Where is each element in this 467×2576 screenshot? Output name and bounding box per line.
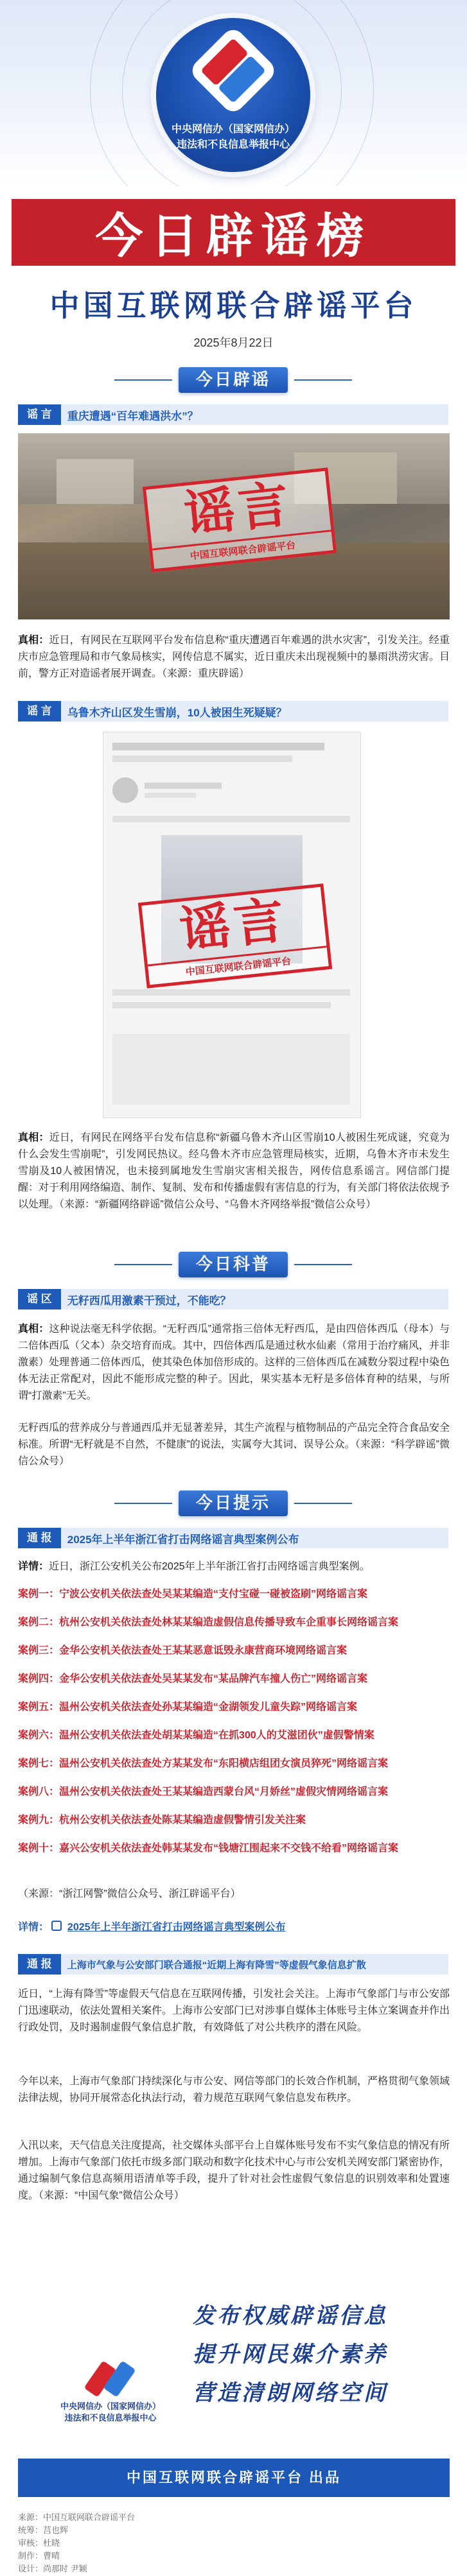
credit-line: 统筹：莒也辉 [18, 2525, 69, 2535]
rumor2-stamp-text: 谣言 [177, 890, 291, 960]
footer-bar: 中国互联网联合辟谣平台 出品 [18, 2459, 450, 2497]
tips-detail-2 [18, 1919, 450, 1936]
tips-detail-text: 近日，浙江公安机关公布2025年上半年浙江省打击网络谣言典型案例。 [49, 1561, 370, 1572]
center-logo [156, 18, 310, 172]
case-item[interactable]: 案例三：金华公安机关依法查处王某某恶意诋毁永康营商环境网络谣言案 [18, 1645, 348, 1656]
footer-logo-line-1: 中央网信办（国家网信办） [60, 2401, 161, 2411]
tips2-para-2: 今年以来，上海市气象部门持续深化与市公安、网信等部门的长效合作机制，严格贯彻气象领域法律法规，协同开展常态化执法行动，着力规范互联网气象信息发布秩序。 [18, 2076, 450, 2104]
rumor2-title: 乌鲁木齐山区发生雪崩，10人被困生死疑疑？ [67, 706, 287, 719]
header-background [0, 0, 467, 186]
title-banner [12, 199, 455, 266]
rumor2-stamp-sub: 中国互联网联合辟谣平台 [148, 946, 329, 985]
slogan-1: 发布权威辟谣信息 [193, 2303, 388, 2329]
science-title: 无籽西瓜用激素干预过，不能吃？ [67, 1294, 231, 1307]
rumor1-headline [18, 404, 448, 425]
rumor2-screenshot [103, 732, 361, 1118]
science-truth-label: 真相： [18, 1324, 49, 1335]
footer-logo-line-2: 违法和不良信息举报中心 [64, 2413, 157, 2423]
logo-line-1: 中央网信办（国家网信办） [171, 124, 295, 135]
slogan-3: 营造清朗网络空间 [193, 2380, 388, 2406]
tips-detail-label: 详情： [18, 1561, 49, 1572]
section-tag-science: 今日科普 [179, 1252, 288, 1277]
credit-line: 制作：曹晴 [18, 2551, 60, 2561]
rumor2-label: 谣 言 [18, 701, 61, 722]
case-item[interactable]: 案例六：温州公安机关依法查处胡某某编造“在抓300人的艾滋团伙”虚假警情案 [18, 1730, 374, 1741]
tips2-para-1: 近日，“上海有降雪”等虚假天气信息在互联网传播，引发社会关注。上海市气象部门与市公安部门迅速联动，依法处置相关案件。上海市公安部门已对涉事自媒体主体账号主体立案调查并作出行政处罚，及时遏制虚假气象信息扩散，有效降低了对公共秩序的潜在风险。 [18, 1989, 450, 2033]
rumor2-truth-label: 真相： [18, 1132, 49, 1143]
case-item[interactable]: 案例一：宁波公安机关依法查处吴某某编造“支付宝碰一碰被盗刷”网络谣言案 [18, 1589, 368, 1600]
tips-detail [18, 1559, 450, 1575]
tips-title: 2025年上半年浙江省打击网络谣言典型案例公布 [67, 1533, 299, 1546]
tips2-para-3: 入汛以来，天气信息关注度提高，社交媒体头部平台上自媒体账号发布不实气象信息的情况有所增加。上海市气象部门依托市级多部门联动和数字化技术中心与市公安机关网安部门紧密协作，通过编制气象信息高频用语清单等手段，提升了针对社会性虚假气象信息的识别效率和处置速度。（来源：“中国气象”微信公众号） [18, 2140, 450, 2201]
case-item[interactable]: 案例四：金华公安机关依法查处吴某某发布“某品牌汽车撞人伤亡”网络谣言案 [18, 1673, 368, 1684]
issue-date: 2025年8月22日 [193, 336, 274, 349]
slogan-2: 提升网民媒介素养 [193, 2342, 388, 2367]
science-para-1-text: 这种说法毫无科学依据。“无籽西瓜”通常指三倍体无籽西瓜，是由四倍体西瓜（母本）与二倍体西瓜（父本）杂交培育而成。其中，四倍体西瓜是通过秋水仙素（常用于治疗痛风，并非激素）处理普通二倍体西瓜，使其染色体加倍形成的。这样的三倍体西瓜在减数分裂过程中染色体无法正常配对，因此不能形成完整的种子。因此，果实基本无籽是多倍体育种的结果，与所谓“打激素”无关。 [18, 1324, 450, 1401]
science-headline [18, 1289, 448, 1310]
rumor2-truth [18, 1130, 450, 1213]
rumor1-truth [18, 632, 450, 682]
tips-detail-2-link[interactable]: 2025年上半年浙江省打击网络谣言典型案例公布 [67, 1922, 286, 1933]
science-label: 谣 区 [18, 1289, 61, 1310]
rumor1-truth-text: 近日，有网民在互联网平台发布信息称“重庆遭遇百年难遇的洪水灾害”，引发关注。经重庆市应急管理局和市气象局核实，网传信息不属实，近日重庆未出现视频中的暴雨洪涝灾害。目前，警方正对造谣者展开调查。（来源：重庆辟谣） [18, 635, 450, 679]
case-item[interactable]: 案例十：嘉兴公安机关依法查处韩某某发布“钱塘江围起来不交钱不给看”网络谣言案 [18, 1843, 399, 1854]
link-icon [51, 1921, 62, 1931]
science-para-1 [18, 1321, 450, 1405]
case-item[interactable]: 案例二：杭州公安机关依法查处林某某编造虚假信息传播导致车企重事长网络谣言案 [18, 1617, 399, 1628]
tips-label: 通 报 [18, 1528, 61, 1548]
credit-line: 设计：尚那时 尹颖 [18, 2564, 87, 2573]
rumor1-label: 谣 言 [18, 404, 61, 425]
rumor1-title: 重庆遭遇“百年难遇洪水”？ [67, 410, 198, 422]
credits [18, 2511, 135, 2575]
rumor2-truth-text: 近日，有网民在网络平台发布信息称“新疆乌鲁木齐山区雪崩10人被困生死成谜，究竟为什么会发生雪崩呢”，引发网民热议。经乌鲁木齐市应急管理局核实，近期，乌鲁木齐市未发生雪崩及10人被困情况，也未接到属地发生雪崩灾害相关报告，网传信息系谣言。网信部门提醒：对于利用网络编造、制作、复制、发布和传播虚假有害信息的行为，有关部门将依法依规予以处理。（来源：“新疆网络辟谣”微信公众号、“乌鲁木齐网络举报”微信公众号） [18, 1132, 450, 1210]
logo-mark-icon [188, 25, 278, 116]
rumor2-headline [18, 701, 448, 722]
tips-detail-2-label: 详情： [18, 1922, 49, 1933]
tips2-headline [18, 1954, 448, 1975]
section-tag-tips: 今日提示 [179, 1491, 288, 1516]
rumor1-photo [18, 433, 450, 619]
section-tag-rumor: 今日辟谣 [179, 367, 288, 393]
footer-logo [59, 2356, 162, 2424]
banner-title: 今日辟谣榜 [95, 209, 372, 264]
rumor2-stamp [138, 883, 332, 989]
tips2-label: 通 报 [18, 1954, 61, 1975]
case-item[interactable]: 案例五：温州公安机关依法查处孙某某编造“金湖领发儿童失踪”网络谣言案 [18, 1702, 358, 1713]
case-item[interactable]: 案例八：温州公安机关依法查处王某某编造西蒙台风“月娇丝”虚假灾情网络谣言案 [18, 1786, 389, 1797]
tips-source: （来源：“浙江网警”微信公众号、浙江辟谣平台） [18, 1889, 241, 1899]
credit-line: 审核：杜晓 [18, 2538, 60, 2548]
case-item[interactable]: 案例七：温州公安机关依法查处方某某发布“东阳横店组团女演员猝死”网络谣言案 [18, 1758, 389, 1769]
logo-line-2: 违法和不良信息举报中心 [176, 139, 290, 150]
rumor1-stamp-text: 谣言 [181, 474, 295, 544]
platform-subtitle: 中国互联网联合辟谣平台 [49, 288, 418, 323]
tips-headline [18, 1528, 448, 1548]
case-item[interactable]: 案例九：杭州公安机关依法查处陈某某编造虚假警情引发关注案 [18, 1815, 306, 1826]
rumor1-truth-label: 真相： [18, 635, 49, 646]
tips2-title: 上海市气象与公安部门联合通报“近期上海有降雪”等虚假气象信息扩散 [67, 1959, 366, 1971]
credit-line: 来源：中国互联网联合辟谣平台 [18, 2512, 136, 2522]
science-para-2: 无籽西瓜的营养成分与普通西瓜并无显著差异，其生产流程与植物制品的产品完全符合食品安全标准。所谓“无籽就是不自然，不健康”的说法，实属夸大其词、误导公众。（来源：“科学辟谣”微信公众号） [18, 1422, 450, 1467]
footer-logo-mark-icon [88, 2356, 133, 2401]
rumor1-stamp-sub: 中国互联网联合辟谣平台 [152, 530, 333, 569]
